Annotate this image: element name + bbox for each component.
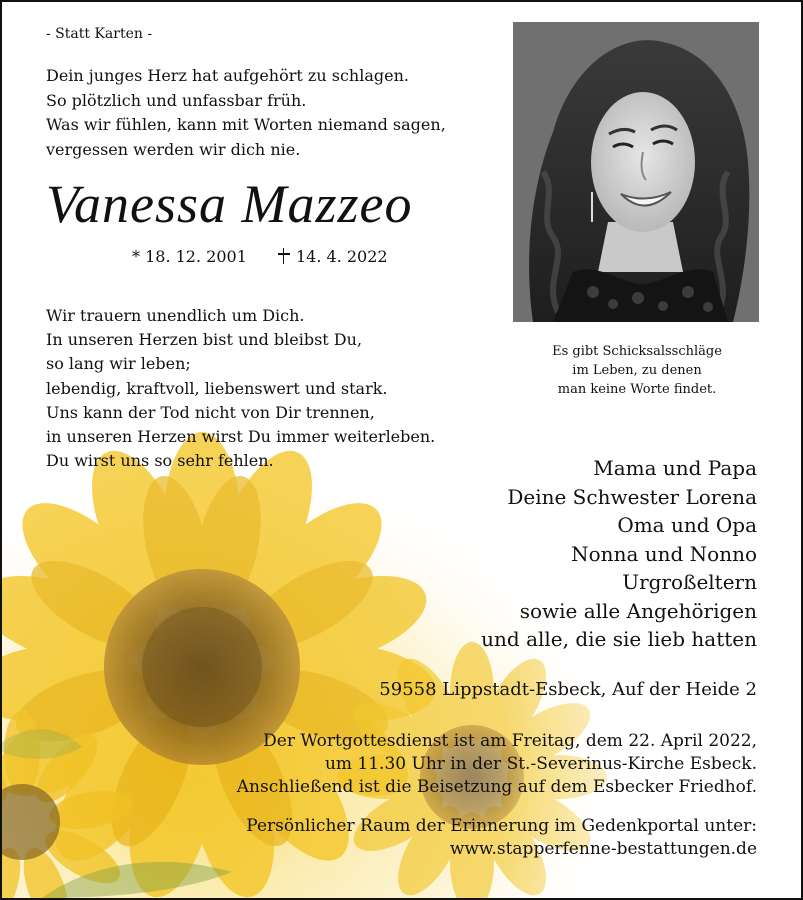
mourner-line: Oma und Opa [617, 513, 757, 537]
deceased-name: Vanessa Mazzeo [46, 174, 413, 234]
poem-line: Was wir fühlen, kann mit Worten niemand sagen, [46, 115, 446, 134]
statt-karten-label: - Statt Karten - [46, 26, 153, 42]
portal-url-link[interactable]: www.stapperfenne-bestattungen.de [449, 839, 757, 859]
mourner-line: und alle, die sie lieb hatten [481, 627, 757, 651]
verse-line: In unseren Herzen bist und bleibst Du, [46, 330, 363, 350]
verse-line: in unseren Herzen wirst Du immer weiterleben. [46, 427, 436, 447]
mourner-line: Deine Schwester Lorena [507, 484, 757, 509]
verse-line: Wir trauern unendlich um Dich. [46, 306, 305, 325]
opening-poem [46, 64, 446, 162]
portrait-image [513, 22, 759, 322]
birth-date: * 18. 12. 2001 [132, 247, 247, 266]
caption-line: im Leben, zu denen [572, 363, 702, 378]
family-address: 59558 Lippstadt-Esbeck, Auf der Heide 2 [379, 679, 757, 700]
portal-text: Persönlicher Raum der Erinnerung im Gedenkportal unter: [246, 816, 757, 836]
mourning-verse [46, 304, 435, 473]
mourner-line: sowie alle Angehörigen [519, 598, 757, 623]
caption-line: Es gibt Schicksalsschläge [552, 344, 722, 359]
verse-line: so lang wir leben; [46, 354, 191, 374]
mourner-line: Mama und Papa [593, 456, 757, 480]
service-line: um 11.30 Uhr in der St.-Severinus-Kirche Esbeck. [324, 754, 757, 774]
service-line: Der Wortgottesdienst ist am Freitag, dem 22. April 2022, [263, 731, 757, 751]
verse-line: Du wirst uns so sehr fehlen. [46, 451, 274, 471]
service-info [237, 730, 757, 799]
caption-line: man keine Worte findet. [557, 382, 717, 397]
mourner-line: Nonna und Nonno [571, 541, 757, 566]
mourner-line: Urgroßeltern [622, 570, 757, 594]
service-line: Anschließend ist die Beisetzung auf dem Esbecker Friedhof. [236, 777, 757, 797]
cross-icon [277, 248, 291, 264]
poem-line: So plötzlich und unfassbar früh. [46, 90, 307, 110]
poem-line: Dein junges Herz hat aufgehört zu schlagen. [46, 66, 409, 85]
memorial-portal [246, 815, 757, 861]
death-date: 14. 4. 2022 [295, 247, 388, 266]
verse-line: lebendig, kraftvoll, liebenswert und stark. [46, 378, 388, 398]
photo-caption [512, 342, 762, 399]
poem-line: vergessen werden wir dich nie. [46, 139, 301, 159]
mourners-list [481, 454, 757, 654]
life-dates [132, 247, 388, 266]
portrait-photo [513, 22, 759, 322]
verse-line: Uns kann der Tod nicht von Dir trennen, [46, 402, 375, 422]
